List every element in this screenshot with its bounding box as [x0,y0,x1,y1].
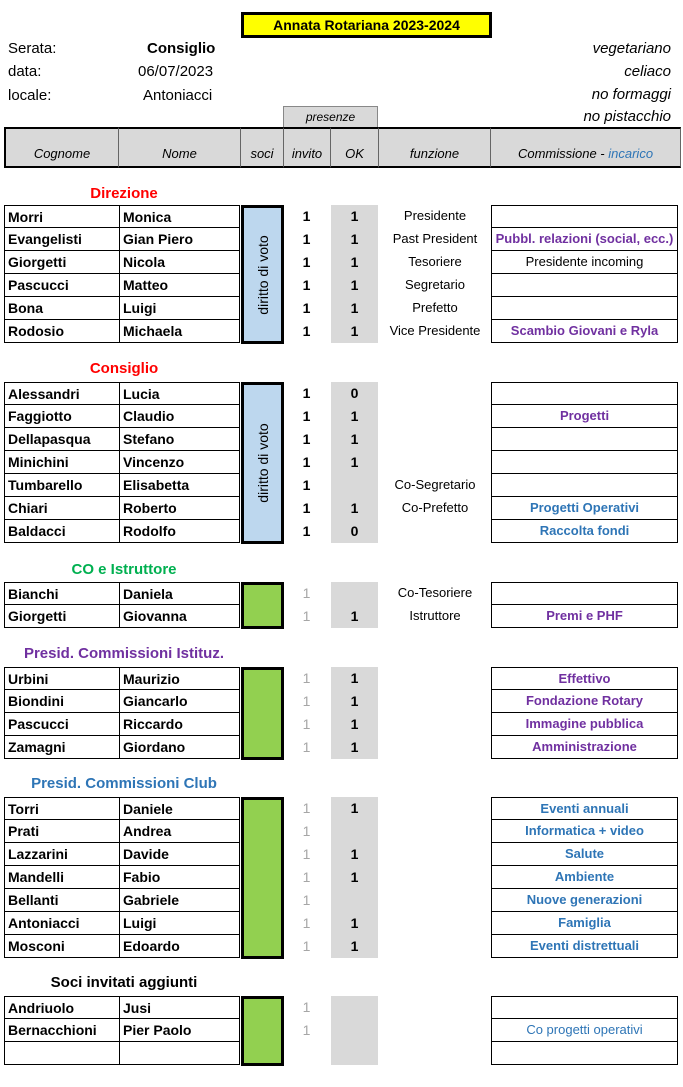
cognome-cell [4,1042,119,1065]
nome-cell: Lucia [119,382,240,405]
commissione-cell: Scambio Giovani e Ryla [491,320,678,343]
commissione-cell: Progetti Operativi [491,497,678,520]
section-title: Direzione [90,185,158,202]
diritto-di-voto-label: diritto di voto [254,234,271,315]
nome-cell: Michaela [119,320,240,343]
commissione-cell: Nuove generazioni [491,889,678,912]
funzione-cell [380,866,490,889]
nome-cell: Edoardo [119,935,240,958]
cognome-cell: Evangelisti [4,228,119,251]
ok-cell: 1 [350,500,359,516]
funzione-cell [380,736,490,759]
cognome-cell: Urbini [4,667,119,690]
cognome-cell: Prati [4,820,119,843]
col-funzione: funzione [379,127,491,168]
year-title: Annata Rotariana 2023-2024 [241,12,492,38]
ok-cell [331,582,378,605]
invito-cell: 1 [302,693,311,709]
funzione-cell [380,405,490,428]
col-invito: invito [284,127,331,168]
nome-cell: Claudio [119,405,240,428]
ok-cell: 1 [350,323,359,339]
col-soci: soci [241,127,284,168]
funzione-cell: Co-Tesoriere [397,585,473,600]
funzione-cell [380,451,490,474]
invito-cell: 1 [302,823,311,839]
commissione-cell: Eventi annuali [491,797,678,820]
cognome-cell: Giorgetti [4,251,119,274]
ok-cell: 1 [350,716,359,732]
ok-cell: 1 [350,693,359,709]
invito-cell: 1 [302,846,311,862]
invito-cell: 1 [302,800,311,816]
commissione-cell [491,274,678,297]
funzione-cell: Co-Prefetto [401,500,469,515]
ok-cell: 1 [350,231,359,247]
ok-cell: 1 [350,869,359,885]
cognome-cell: Torri [4,797,119,820]
commissione-cell: Ambiente [491,866,678,889]
soci-box [241,382,284,544]
invito-cell: 1 [302,523,311,539]
commissione-cell: Presidente incoming [491,251,678,274]
soci-box [241,996,284,1066]
cognome-cell: Tumbarello [4,474,119,497]
commissione-cell: Informatica + video [491,820,678,843]
commissione-cell: Effettivo [491,667,678,690]
cognome-cell: Lazzarini [4,843,119,866]
data-value: 06/07/2023 [138,63,214,80]
ok-cell: 1 [350,608,359,624]
funzione-cell [380,690,490,713]
cognome-cell: Bellanti [4,889,119,912]
funzione-cell [380,935,490,958]
funzione-cell: Tesoriere [408,254,462,269]
invito-cell: 1 [302,892,311,908]
cognome-cell: Zamagni [4,736,119,759]
nome-cell: Rodolfo [119,520,240,543]
presenze-header: presenze [283,106,378,127]
invito-cell: 1 [302,300,311,316]
ok-cell: 1 [350,800,359,816]
nome-cell: Daniele [119,797,240,820]
funzione-cell [380,843,490,866]
funzione-cell [380,820,490,843]
col-commissione [491,127,681,168]
diet-no-formaggi: no formaggi [591,86,671,103]
section-title: Presid. Commissioni Istituz. [23,645,225,662]
funzione-cell [380,889,490,912]
commissione-cell [491,205,678,228]
nome-cell: Giovanna [119,605,240,628]
commissione-cell [491,1042,678,1065]
ok-cell: 1 [350,670,359,686]
diet-vegetariano: vegetariano [592,40,671,57]
funzione-cell: Past President [392,231,478,246]
ok-cell [331,1019,378,1042]
locale-label: locale: [8,87,52,104]
ok-cell [331,996,378,1019]
invito-cell [284,1042,329,1065]
nome-cell: Giancarlo [119,690,240,713]
nome-cell: Monica [119,205,240,228]
commissione-cell: Salute [491,843,678,866]
nome-cell: Andrea [119,820,240,843]
ok-cell [331,820,378,843]
soci-box [241,205,284,344]
nome-cell: Riccardo [119,713,240,736]
locale-value: Antoniacci [143,87,213,104]
invito-cell: 1 [302,999,311,1015]
invito-cell: 1 [302,208,311,224]
funzione-cell [380,520,490,543]
commissione-cell [491,582,678,605]
nome-cell: Gian Piero [119,228,240,251]
invito-cell: 1 [302,231,311,247]
ok-cell: 1 [350,846,359,862]
invito-cell: 1 [302,323,311,339]
nome-cell: Pier Paolo [119,1019,240,1042]
section-title: CO e Istruttore [71,561,177,578]
cognome-cell: Biondini [4,690,119,713]
funzione-cell: Co-Segretario [394,477,476,492]
cognome-cell: Rodosio [4,320,119,343]
funzione-cell: Istruttore [409,608,461,623]
funzione-cell: Presidente [403,208,467,223]
commissione-cell: Progetti [491,405,678,428]
commissione-cell [491,428,678,451]
soci-box [241,582,284,629]
serata-label: Serata: [8,40,57,57]
commissione-cell: Premi e PHF [491,605,678,628]
incarico-label: incarico [608,146,654,161]
diet-no-pistacchio: no pistacchio [583,108,671,125]
cognome-cell: Giorgetti [4,605,119,628]
col-nome: Nome [119,127,241,168]
nome-cell: Matteo [119,274,240,297]
commissione-cell: Raccolta fondi [491,520,678,543]
nome-cell [119,1042,240,1065]
ok-cell [331,1042,378,1065]
ok-cell: 1 [350,408,359,424]
cognome-cell: Alessandri [4,382,119,405]
cognome-cell: Minichini [4,451,119,474]
cognome-cell: Morri [4,205,119,228]
invito-cell: 1 [302,431,311,447]
nome-cell: Fabio [119,866,240,889]
cognome-cell: Antoniacci [4,912,119,935]
ok-cell: 0 [350,523,359,539]
section-title: Soci invitati aggiunti [50,974,198,991]
data-label: data: [8,63,42,80]
nome-cell: Davide [119,843,240,866]
ok-cell: 1 [350,938,359,954]
invito-cell: 1 [302,1022,311,1038]
col-cognome: Cognome [4,127,119,168]
section-title: Consiglio [89,360,159,377]
diritto-di-voto-label: diritto di voto [254,423,271,503]
invito-cell: 1 [302,477,311,493]
cognome-cell: Bernacchioni [4,1019,119,1042]
commissione-cell: Immagine pubblica [491,713,678,736]
commissione-cell: Fondazione Rotary [491,690,678,713]
ok-cell [331,474,378,497]
ok-cell: 1 [350,915,359,931]
nome-cell: Maurizio [119,667,240,690]
nome-cell: Daniela [119,582,240,605]
invito-cell: 1 [302,408,311,424]
commissione-cell: Amministrazione [491,736,678,759]
commissione-cell: Famiglia [491,912,678,935]
commissione-cell [491,451,678,474]
funzione-cell [380,382,490,405]
funzione-cell [380,797,490,820]
invito-cell: 1 [302,585,311,601]
nome-cell: Nicola [119,251,240,274]
invito-cell: 1 [302,277,311,293]
cognome-cell: Faggiotto [4,405,119,428]
commissione-cell [491,297,678,320]
commissione-cell: Eventi distrettuali [491,935,678,958]
commissione-cell [491,382,678,405]
cognome-cell: Pascucci [4,274,119,297]
commissione-cell [491,474,678,497]
invito-cell: 1 [302,938,311,954]
funzione-cell [380,667,490,690]
nome-cell: Giordano [119,736,240,759]
cognome-cell: Dellapasqua [4,428,119,451]
ok-cell: 1 [350,254,359,270]
soci-box [241,797,284,959]
cognome-cell: Baldacci [4,520,119,543]
invito-cell: 1 [302,869,311,885]
invito-cell: 1 [302,454,311,470]
cognome-cell: Bona [4,297,119,320]
ok-cell: 1 [350,454,359,470]
soci-box [241,667,284,760]
cognome-cell: Pascucci [4,713,119,736]
invito-cell: 1 [302,716,311,732]
invito-cell: 1 [302,385,311,401]
cognome-cell: Bianchi [4,582,119,605]
ok-cell: 0 [350,385,359,401]
nome-cell: Stefano [119,428,240,451]
funzione-cell [380,996,490,1019]
nome-cell: Gabriele [119,889,240,912]
invito-cell: 1 [302,739,311,755]
commissione-label: Commissione - [517,146,609,161]
funzione-cell [380,428,490,451]
commissione-cell: Co progetti operativi [491,1019,678,1042]
nome-cell: Luigi [119,912,240,935]
funzione-cell: Vice Presidente [389,323,481,338]
nome-cell: Luigi [119,297,240,320]
cognome-cell: Chiari [4,497,119,520]
col-ok: OK [331,127,379,168]
funzione-cell: Prefetto [412,300,458,315]
commissione-cell: Pubbl. relazioni (social, ecc.) [491,228,678,251]
ok-cell: 1 [350,300,359,316]
commissione-cell [491,996,678,1019]
cognome-cell: Mosconi [4,935,119,958]
section-title: Presid. Commissioni Club [31,775,217,792]
invito-cell: 1 [302,670,311,686]
cognome-cell: Andriuolo [4,996,119,1019]
invito-cell: 1 [302,608,311,624]
invito-cell: 1 [302,500,311,516]
funzione-cell [380,1019,490,1042]
ok-cell: 1 [350,739,359,755]
ok-cell [331,889,378,912]
nome-cell: Jusi [119,996,240,1019]
diet-celiaco: celiaco [624,63,671,80]
nome-cell: Roberto [119,497,240,520]
ok-cell: 1 [350,431,359,447]
invito-cell: 1 [302,254,311,270]
invito-cell: 1 [302,915,311,931]
serata-value: Consiglio [147,40,216,57]
funzione-cell [380,912,490,935]
ok-cell: 1 [350,208,359,224]
ok-cell: 1 [350,277,359,293]
nome-cell: Elisabetta [119,474,240,497]
funzione-cell [380,1042,490,1065]
cognome-cell: Mandelli [4,866,119,889]
funzione-cell [380,713,490,736]
funzione-cell: Segretario [405,277,465,292]
nome-cell: Vincenzo [119,451,240,474]
